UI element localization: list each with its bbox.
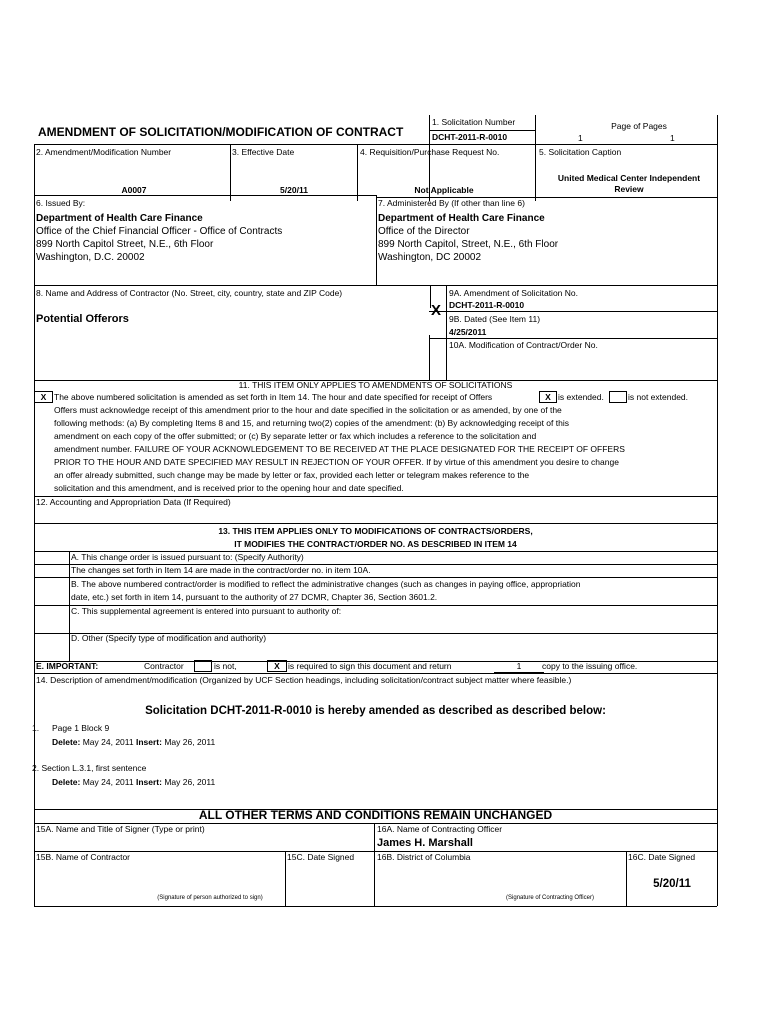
- line: [34, 195, 376, 196]
- item11-text-line: amendment number. FAILURE OF YOUR ACKNOWLEDGEMENT TO BE RECEIVED AT THE PLACE DESIGNATED FOR THE RECEIPT OF OFFERS: [54, 444, 625, 454]
- caption-line-1: United Medical Center Independent: [557, 173, 701, 183]
- line: [429, 338, 717, 339]
- item11-text-line: PRIOR TO THE HOUR AND DATE SPECIFIED MAY RESULT IN REJECTION OF YOUR OFFER. If by virtue of this amendment you desire to change: [54, 457, 619, 467]
- item13-option-b-line-1: B. The above numbered contract/order is modified to reflect the administrative changes (such as changes in paying office, appropriation: [71, 579, 581, 589]
- is-not-label: is not,: [214, 661, 237, 671]
- is-extended-checkbox[interactable]: X: [539, 391, 557, 403]
- line: [535, 115, 536, 201]
- terms-unchanged: ALL OTHER TERMS AND CONDITIONS REMAIN UNCHANGED: [198, 808, 553, 822]
- item14-entry-2-insert-value: May 26, 2011: [164, 777, 216, 787]
- item13-heading-2: IT MODIFIES THE CONTRACT/ORDER NO. AS DESCRIBED IN ITEM 14: [234, 539, 517, 549]
- line: [34, 144, 35, 906]
- issued-by-line-3: Washington, D.C. 20002: [36, 252, 145, 263]
- line: [230, 144, 231, 201]
- line: [34, 285, 717, 286]
- line: [34, 144, 717, 145]
- item14-entry-1-delete-value: May 24, 2011: [82, 737, 134, 747]
- item14-entry-2-delete-value: May 24, 2011: [82, 777, 134, 787]
- issued-by-label: 6. Issued By:: [36, 198, 86, 208]
- item13-option-a-detail: The changes set forth in Item 14 are made in the contract/order no. in item 10A.: [71, 565, 371, 575]
- amendment-no-value: DCHT-2011-R-0010: [449, 300, 525, 310]
- officer-signature-caption: (Signature of Contracting Officer): [506, 895, 594, 901]
- contractor-label: 8. Name and Address of Contractor (No. Street, city, country, state and ZIP Code): [36, 288, 343, 298]
- item13-option-b-line-2: date, etc.) set forth in item 14, pursuant to the authority of 27 DCMR, Chapter 36, Section 3601.2.: [71, 592, 438, 602]
- line: [446, 285, 447, 380]
- line: [34, 851, 717, 852]
- administered-by-label: 7. Administered By (If other than line 6): [378, 198, 525, 208]
- requisition-value: Not Applicable: [414, 185, 474, 195]
- is-not-checkbox[interactable]: [194, 660, 212, 672]
- officer-date-signed: 5/20/11: [653, 878, 691, 890]
- amendment-x-mark: X: [431, 302, 442, 319]
- important-label: E. IMPORTANT:: [36, 661, 99, 671]
- line: [34, 673, 717, 674]
- line: [717, 115, 718, 906]
- contractor-signature-caption: (Signature of person authorized to sign): [157, 895, 263, 901]
- item14-label: 14. Description of amendment/modification (Organized by UCF Section headings, including solicitation/contract subject matter where feasible.): [36, 675, 572, 685]
- contractor-name: Potential Offerors: [36, 313, 129, 325]
- administered-by-name: Department of Health Care Finance: [378, 213, 545, 224]
- issued-by-line-2: 899 North Capitol Street, N.E., 6th Floor: [36, 239, 214, 250]
- dated-value: 4/25/2011: [449, 327, 487, 337]
- is-required-label: is required to sign this document and return: [288, 661, 452, 671]
- line: [34, 523, 717, 524]
- item14-entry-2-title: 2. Section L.3.1, first sentence: [32, 763, 147, 773]
- amendment-number-value: A0007: [121, 185, 147, 195]
- line: [430, 285, 431, 308]
- item11-text-line: solicitation and this amendment, and is received prior to the opening hour and date specified.: [54, 483, 404, 493]
- line: [429, 311, 717, 312]
- amendment-no-label: 9A. Amendment of Solicitation No.: [449, 288, 578, 298]
- solicitation-amended-checkbox[interactable]: X: [34, 391, 53, 403]
- administered-by-line-2: 899 North Capitol, Street, N.E., 6th Floor: [378, 239, 559, 250]
- contractor-date-signed-label: 15C. Date Signed: [287, 852, 355, 862]
- copy-to-label: copy to the issuing office.: [542, 661, 638, 671]
- accounting-data-label: 12. Accounting and Appropriation Data (If Required): [36, 497, 231, 507]
- page-of-pages-label: Page of Pages: [611, 121, 667, 131]
- item13-option-a: A. This change order is issued pursuant to: (Specify Authority): [71, 552, 304, 562]
- is-required-checkbox[interactable]: X: [267, 660, 287, 672]
- line: [69, 551, 70, 661]
- line: [357, 144, 358, 201]
- item11-heading: 11. THIS ITEM ONLY APPLIES TO AMENDMENTS OF SOLICITATIONS: [238, 380, 513, 390]
- not-extended-label: is not extended.: [628, 392, 689, 402]
- line: [429, 130, 535, 131]
- requisition-label: 4. Requisition/Purchase Request No.: [360, 147, 500, 157]
- caption-label: 5. Solicitation Caption: [539, 147, 622, 157]
- item11-text-line: amendment on each copy of the offer submitted; or (c) By separate letter or fax which includes a reference to the solicitation and: [54, 431, 537, 441]
- solicitation-number-label: 1. Solicitation Number: [432, 117, 516, 127]
- item13-heading-1: 13. THIS ITEM APPLIES ONLY TO MODIFICATIONS OF CONTRACTS/ORDERS,: [218, 526, 533, 536]
- item11-text-line: an offer already submitted, such change may be made by letter or fax, provided each letter or telegram makes reference to the: [54, 470, 530, 480]
- item14-entry-1-title: Page 1 Block 9: [52, 723, 110, 733]
- administered-by-line-1: Office of the Director: [378, 226, 470, 237]
- item14-entry-1-insert-label: Insert:: [135, 737, 162, 747]
- line: [34, 906, 717, 907]
- line: [429, 335, 430, 380]
- officer-date-signed-label: 16C. Date Signed: [628, 852, 696, 862]
- administered-by-line-3: Washington, DC 20002: [378, 252, 482, 263]
- item14-entry-1-insert-value: May 26, 2011: [164, 737, 216, 747]
- page-number: 1: [578, 133, 583, 143]
- modification-label: 10A. Modification of Contract/Order No.: [449, 340, 598, 350]
- item14-entry-2-delete-label: Delete:: [52, 777, 81, 787]
- contractor-name-label: 15B. Name of Contractor: [36, 852, 131, 862]
- caption-line-2: Review: [614, 184, 644, 194]
- effective-date-label: 3. Effective Date: [232, 147, 295, 157]
- contracting-officer-label: 16A. Name of Contracting Officer: [377, 824, 503, 834]
- not-extended-checkbox[interactable]: [609, 391, 627, 403]
- contracting-officer-name: James H. Marshall: [377, 837, 473, 849]
- form-title: AMENDMENT OF SOLICITATION/MODIFICATION OF CONTRACT: [38, 125, 404, 139]
- item14-entry-2-insert-label: Insert:: [135, 777, 162, 787]
- important-contractor: Contractor: [144, 661, 184, 671]
- issued-by-line-1: Office of the Chief Financial Officer - Office of Contracts: [36, 226, 283, 237]
- effective-date-value: 5/20/11: [280, 185, 308, 195]
- signer-label: 15A. Name and Title of Signer (Type or print): [36, 824, 205, 834]
- is-extended-label: is extended.: [558, 392, 604, 402]
- item14-heading: Solicitation DCHT-2011-R-0010 is hereby amended as described as described below:: [145, 705, 606, 717]
- line: [34, 577, 717, 578]
- copies-count: 1: [516, 661, 522, 671]
- pages-count: 1: [670, 133, 675, 143]
- district-label: 16B. District of Columbia: [377, 852, 471, 862]
- item14-entry-1-number: 1.: [32, 723, 40, 733]
- item11-text-line: following methods: (a) By completing Items 8 and 15, and returning two(2) copies of the amendment: (b) By acknowledging receipt of this: [54, 418, 569, 428]
- item11-text-line: Offers must acknowledge receipt of this amendment prior to the hour and date specified in the solicitation or as amended, by one of the: [54, 405, 562, 415]
- item14-entry-1-delete-label: Delete:: [52, 737, 81, 747]
- dated-label: 9B. Dated (See Item 11): [449, 314, 541, 324]
- item13-option-d: D. Other (Specify type of modification and authority): [71, 633, 267, 643]
- solicitation-number: DCHT-2011-R-0010: [432, 132, 508, 142]
- item11-line-1: The above numbered solicitation is amended as set forth in Item 14. The hour and date specified for receipt of Offers: [54, 392, 493, 402]
- amendment-number-label: 2. Amendment/Modification Number: [36, 147, 172, 157]
- line: [374, 823, 375, 906]
- issued-by-name: Department of Health Care Finance: [36, 213, 203, 224]
- item13-option-c: C. This supplemental agreement is entered into pursuant to authority of:: [71, 606, 342, 616]
- line: [376, 195, 377, 285]
